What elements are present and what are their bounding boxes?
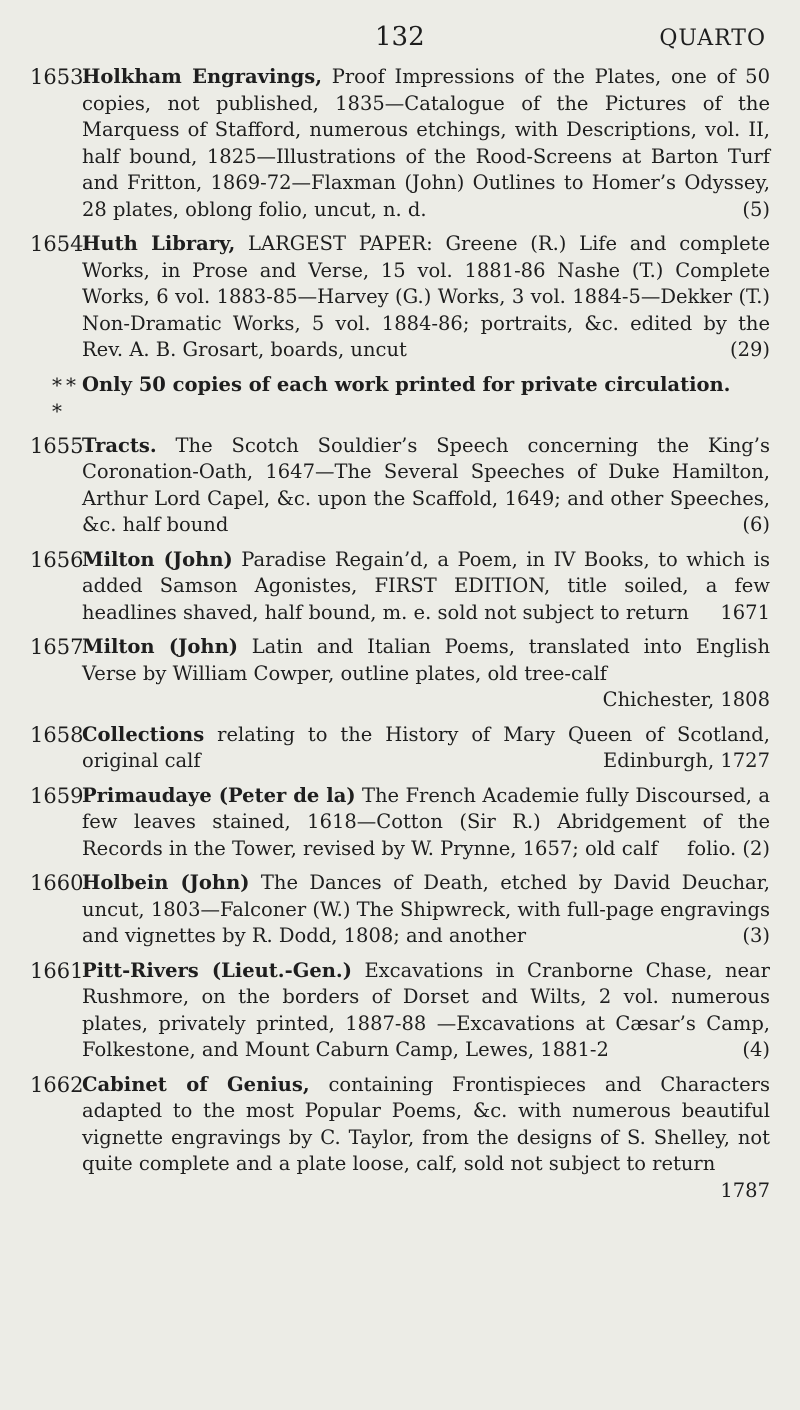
lot-number: 1656 (30, 547, 84, 572)
lot-description (82, 870, 770, 950)
lot-body: Proof Impressions of the Plates, one of 50 copies, not published, 1835—Catalogue of the Pictures of the Marquess of Stafford, numerous etchings, with Descriptions, vol. II, half bound, 1825—Illustrations of the Rood-Screens at Barton Turf and Fritton, 1869-72—Flaxman (John) Outlines to Homer’s Odyssey, 28 plates, oblong folio, uncut, n. d. (82, 65, 770, 221)
lot-entry (30, 783, 770, 863)
page-header (0, 20, 800, 54)
lot-reference: (6) (742, 513, 770, 536)
lot-reference: (4) (742, 1038, 770, 1061)
lot-entry (30, 64, 770, 223)
lot-reference: folio. (2) (687, 836, 770, 860)
lot-entry (30, 1072, 770, 1205)
lot-description (82, 547, 770, 627)
lot-entry (30, 547, 770, 627)
lot-body: Latin and Italian Poems, translated into English Verse by William Cowper, outline plates, old tree-calf (82, 635, 771, 685)
lot-reference: Chichester, 1808 (602, 688, 770, 711)
lot-number: 1654 (30, 232, 84, 256)
lot-lead: Tracts. (82, 433, 157, 457)
lot-description (82, 634, 770, 714)
lot-entry (30, 722, 770, 775)
lot-body: relating to the History of Mary Queen of Scotland, original calf (82, 722, 770, 772)
lot-number: 1657 (30, 635, 84, 659)
lot-list (30, 64, 770, 1212)
footnote (30, 372, 770, 425)
lot-number: 1660 (30, 871, 84, 895)
lot-number: 1658 (30, 722, 84, 747)
lot-entry (30, 231, 770, 364)
lot-lead: Collections (82, 722, 205, 746)
lot-description (82, 1072, 770, 1205)
lot-number: 1659 (30, 783, 84, 808)
lot-lead: Holbein (John) (82, 871, 250, 894)
lot-entry (30, 958, 770, 1064)
lot-reference: (3) (742, 924, 770, 947)
page-number: 132 (375, 22, 425, 52)
lot-body: The Scotch Souldier’s Speech concerning the King’s Coronation-Oath, 1647—The Several Speeches of Duke Hamilton, Arthur Lord Capel, &c. upon the Scaffold, 1649; and other Speeches, &c. half bound (82, 433, 770, 536)
lot-lead: Huth Library, (82, 232, 236, 255)
asterism: * * * (52, 372, 80, 423)
lot-description (82, 64, 770, 223)
lot-reference: (29) (729, 338, 770, 361)
lot-reference: 1787 (720, 1178, 770, 1202)
lot-lead: Pitt-Rivers (Lieut.-Gen.) (82, 958, 352, 982)
lot-description (82, 783, 770, 863)
lot-lead: Cabinet of Genius, (82, 1072, 310, 1096)
lot-entry (30, 433, 770, 539)
lot-description (82, 433, 770, 539)
lot-description (82, 231, 770, 364)
lot-lead: Primaudaye (Peter de la) (82, 783, 356, 807)
footnote-text: Only 50 copies of each work printed for private circulation. (82, 372, 731, 396)
lot-reference: (5) (742, 197, 770, 221)
lot-description (82, 958, 770, 1064)
lot-body: Excavations in Cranborne Chase, near Rushmore, on the borders of Dorset and Wilts, 2 vol. numerous plates, privately printed, 1887-88 —Excavations at Cæsar’s Camp, Folkestone, and Mount Caburn Camp, Lewes, 1881-2 (82, 958, 771, 1061)
lot-number: 1661 (30, 958, 84, 983)
lot-body: containing Frontispieces and Characters adapted to the most Popular Poems, &c. with numerous beautiful vignette engravings by C. Taylor, from the designs of S. Shelley, not quite complete and a plate loose, calf, sold not subject to return (82, 1072, 770, 1175)
lot-entry (30, 870, 770, 950)
lot-description (82, 722, 770, 775)
lot-lead: Milton (John) (82, 635, 238, 658)
lot-entry (30, 634, 770, 714)
lot-lead: Holkham Engravings, (82, 65, 322, 88)
lot-body: Paradise Regain’d, a Poem, in IV Books, to which is added Samson Agonistes, FIRST EDITION, title soiled, a few headlines shaved, half bound, m. e. sold not subject to return (82, 547, 771, 624)
lot-number: 1655 (30, 433, 84, 458)
lot-body: The French Academie fully Discoursed, a few leaves stained, 1618—Cotton (Sir R.) Abridgement of the Records in the Tower, revised by W. Prynne, 1657; old calf (82, 783, 770, 860)
lot-number: 1653 (30, 65, 84, 89)
section-title: QUARTO (659, 26, 766, 51)
lot-body: LARGEST PAPER: Greene (R.) Life and complete Works, in Prose and Verse, 15 vol. 1881-86 Nashe (T.) Complete Works, 6 vol. 1883-85—Harvey (G.) Works, 3 vol. 1884-5—Dekker (T.) Non-Dramatic Works, 5 vol. 1884-86; portraits, &c. edited by the Rev. A. B. Grosart, boards, uncut (82, 232, 770, 361)
lot-reference: 1671 (720, 600, 770, 624)
lot-body: The Dances of Death, etched by David Deuchar, uncut, 1803—Falconer (W.) The Shipwreck, with full-page engravings and vignettes by R. Dodd, 1808; and another (82, 871, 771, 947)
lot-reference: Edinburgh, 1727 (603, 749, 770, 772)
lot-number: 1662 (30, 1072, 84, 1097)
lot-lead: Milton (John) (82, 547, 233, 571)
